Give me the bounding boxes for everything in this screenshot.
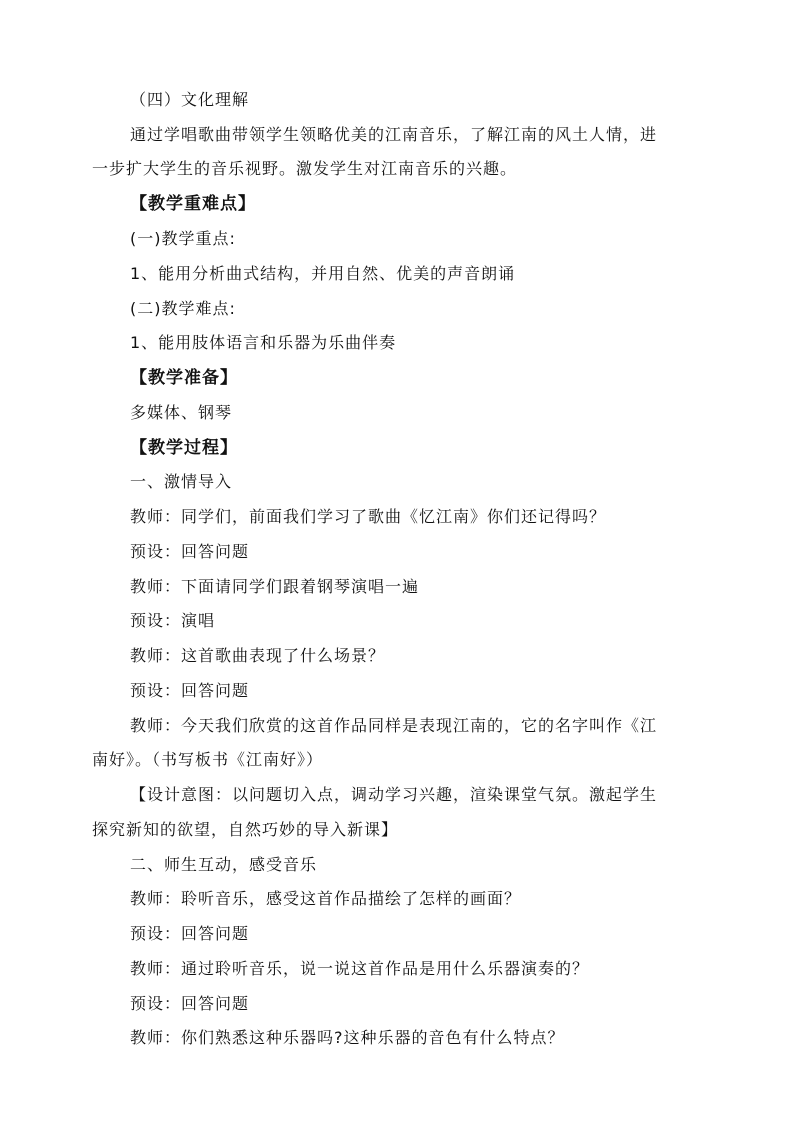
dialogue-line: 教师：你们熟悉这种乐器吗?这种乐器的音色有什么特点？ <box>130 1028 565 1047</box>
dialogue-line: 教师：通过聆听音乐，说一说这首作品是用什么乐器演奏的？ <box>130 959 590 978</box>
section-heading-key-points: 【教学重难点】 <box>130 194 256 214</box>
list-item: 1、能用分析曲式结构，并用自然、优美的声音朗诵 <box>130 264 516 283</box>
dialogue-line: 教师：聆听音乐，感受这首作品描绘了怎样的画面？ <box>130 889 522 908</box>
design-intent-note: 【设计意图：以问题切入点，调动学习兴趣，渲染课堂气氛。激起学生 <box>130 785 658 804</box>
dialogue-line: 预设：回答问题 <box>130 994 250 1013</box>
list-item: 1、能用肢体语言和乐器为乐曲伴奏 <box>130 333 397 352</box>
dialogue-line: 教师：这首歌曲表现了什么场景？ <box>130 646 386 665</box>
paragraph-line: 一步扩大学生的音乐视野。激发学生对江南音乐的兴趣。 <box>92 159 518 178</box>
dialogue-line: 南好》。（书写板书《江南好》） <box>92 750 324 769</box>
paragraph-line: 通过学唱歌曲带领学生领略优美的江南音乐，了解江南的风土人情，进 <box>130 125 658 144</box>
dialogue-line: 预设：回答问题 <box>130 542 250 561</box>
design-intent-note: 探究新知的欲望，自然巧妙的导入新课】 <box>92 820 399 839</box>
dialogue-line: 教师：下面请同学们跟着钢琴演唱一遍 <box>130 577 420 596</box>
section-heading-preparation: 【教学准备】 <box>130 368 238 388</box>
dialogue-line: 预设：回答问题 <box>130 924 250 943</box>
subheading-key-point: (一)教学重点: <box>130 229 236 248</box>
section-heading-culture: （四）文化理解 <box>130 90 250 109</box>
dialogue-line: 预设：演唱 <box>130 611 216 630</box>
section-heading-process: 【教学过程】 <box>130 438 238 458</box>
paragraph-line: 多媒体、钢琴 <box>130 403 233 422</box>
subheading-difficult-point: (二)教学难点: <box>130 299 236 318</box>
subheading-step: 二、师生互动，感受音乐 <box>130 855 318 874</box>
dialogue-line: 教师：同学们，前面我们学习了歌曲《忆江南》你们还记得吗？ <box>130 507 607 526</box>
subheading-step: 一、激情导入 <box>130 472 233 491</box>
dialogue-line: 预设：回答问题 <box>130 681 250 700</box>
dialogue-line: 教师：今天我们欣赏的这首作品同样是表现江南的，它的名字叫作《江 <box>130 716 658 735</box>
